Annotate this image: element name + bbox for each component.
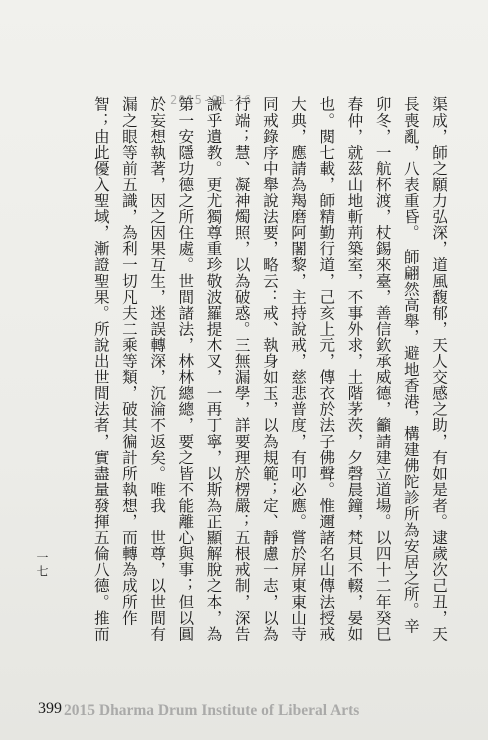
folio-number: 一七 <box>35 551 49 579</box>
date-watermark: 2015-01-16 <box>170 93 253 107</box>
text-column: 大典，應請為羯磨阿闍黎，主持說戒，慈悲普度，有叩必應。嘗於屏東東山寺 <box>289 96 308 642</box>
text-column: 智；由此優入聖域，漸證聖果。所說出世間法者，實盡量發揮五倫八德。推而 <box>91 96 110 642</box>
text-column: 行端；慧、凝神燭照，以為破惑。三無漏學，詳要理於楞嚴；五根戒制，深告 <box>232 96 251 642</box>
text-column: 誡乎遺教。更尤獨尊重珍敬波羅提木叉，一再丁寧，以斯為正顯解脫之本，為 <box>204 96 223 642</box>
page-number: 399 <box>38 700 62 717</box>
text-column: 春仲，就茲山地斬荊築室，不事外求，土階茅茨，夕磬晨鐘，梵貝不輟，晏如 <box>345 96 364 642</box>
text-column: 也。閱七載，師精勤行道，己亥上元，傳衣於法子佛聲。惟邇諸名山傳法授戒 <box>317 96 336 642</box>
text-column: 同戒錄序中舉說法要，略云：戒、執身如玉，以為規範；定、靜慮一志，以為 <box>260 96 279 642</box>
text-column: 渠成，師之願力弘深，道風馥郁，天人交感之助，有如是者。逮歲次己丑，天 <box>430 96 448 642</box>
text-column: 第一安隱功德之所住處。世間諸法，林林總總，要之皆不能離心與事；但以圓 <box>176 96 195 642</box>
text-column: 於妄想執著，因之因果互生，迷誤轉深，沉淪不返矣。唯我 世尊，以世間有 <box>148 96 167 642</box>
text-column: 漏之眼等前五識，為利一切凡夫二乘等類，破其徧計所執想，而轉為成所作 <box>119 96 138 626</box>
text-column: 長喪亂，八表重昏。 師翩然高舉，避地香港，構建佛陀診所為安居之所。辛 <box>401 96 420 634</box>
vertical-text-block <box>91 96 448 656</box>
copyright-watermark: 2015 Dharma Drum Institute of Liberal Arts <box>64 702 360 719</box>
text-column: 卯冬，一航杯渡，杖錫來臺，善信欽承威德，籲請建立道場。以四十二年癸巳 <box>373 96 392 642</box>
